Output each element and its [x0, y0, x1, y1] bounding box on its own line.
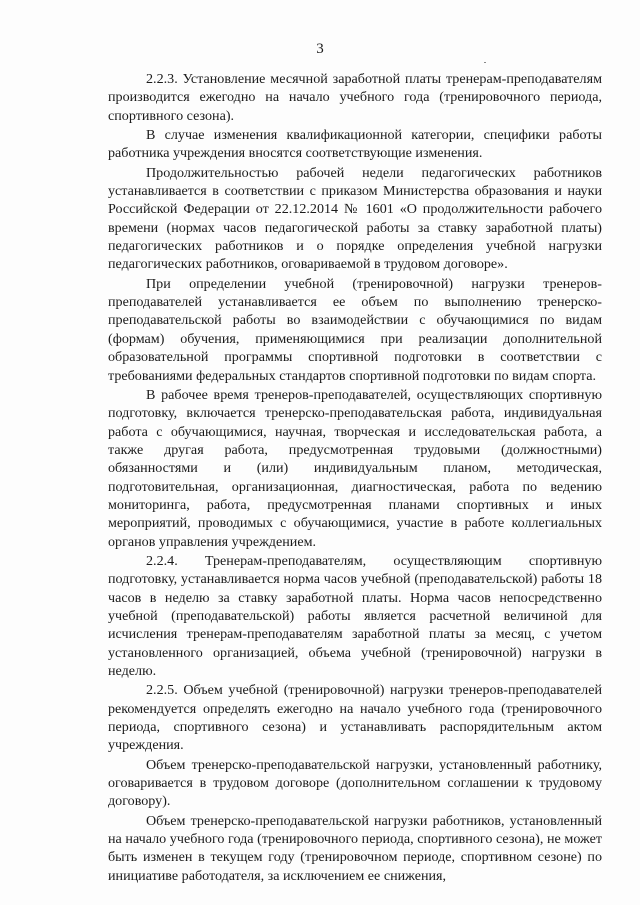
paragraph-2-2-3: 2.2.3. Установление месячной заработной платы тренерам-преподавателям производится ежегодно на начало учебного года (тренировочного периода, спортивного сезона). [108, 71, 602, 124]
paragraph-load-determination: При определении учебной (тренировочной) нагрузки тренеров-преподавателей устанавливается ее объем по выполнению тренерско-преподавательской работы во взаимодействии с обучающимися по видам (формам) обучения, применяющимися при реализации дополнительной образовательной программы спортивной подготовки в соответствии с требованиями федеральных стандартов спортивной подготовки по видам спорта. [108, 275, 602, 384]
paragraph-qualification-change: В случае изменения квалификационной категории, специфики работы работника учреждения вносятся соответствующие изменения. [108, 127, 602, 162]
page-number: 3 [316, 41, 324, 57]
paragraph-working-time: В рабочее время тренеров-преподавателей, осуществляющих спортивную подготовку, включается тренерско-преподавательская работа, индивидуальная работа с обучающимися, научная, творческая и исследовательская работа, а также другая работа, предусмотренная трудовыми (должностными) обязанностями и (или) индивидуальным планом, методическая, подготовительная, организационная, диагностическая, работа по ведению мониторинга, работа, предусмотренная планами спортивных и иных мероприятий, проводимых с обучающимися, участие в работе коллегиальных органов управления учреждением. [108, 386, 602, 550]
scan-speck [484, 62, 486, 63]
paragraph-load-in-contract: Объем тренерско-преподавательской нагрузки, установленный работнику, оговаривается в трудовом договоре (дополнительном соглашении к трудовому договору). [108, 756, 602, 810]
document-body [108, 70, 602, 885]
paragraph-2-2-5: 2.2.5. Объем учебной (тренировочной) нагрузки тренеров-преподавателей рекомендуется определять ежегодно на начало учебного года (тренировочного периода, спортивного сезона) и устанавливать распорядительным актом учреждения. [108, 682, 602, 754]
paragraph-2-2-4: 2.2.4. Тренерам-преподавателям, осуществляющим спортивную подготовку, устанавливается норма часов учебной (преподавательской) работы 18 часов в неделю за ставку заработной платы. Норма часов непосредственно учебной (преподавательской) работы является расчетной величиной для исчисления тренерам-преподавателям заработной платы за месяц, с учетом установленного организацией, объема учебной (тренировочной) нагрузки в неделю. [108, 552, 602, 679]
paragraph-load-unchangeable: Объем тренерско-преподавательской нагрузки работников, установленный на начало учебного года (тренировочного периода, спортивного сезона), не может быть изменен в текущем году (тренировочном периоде, спортивном сезоне) по инициативе работодателя, за исключением ее снижения, [108, 812, 602, 884]
paragraph-work-week-duration: Продолжительностью рабочей недели педагогических работников устанавливается в соответствии с приказом Министерства образования и науки Российской Федерации от 22.12.2014 № 1601 «О продолжительности рабочего времени (нормах часов педагогической работы за ставку заработной платы) педагогических работников и о порядке определения учебной нагрузки педагогических работников, оговариваемой в трудовом договоре». [108, 164, 602, 273]
